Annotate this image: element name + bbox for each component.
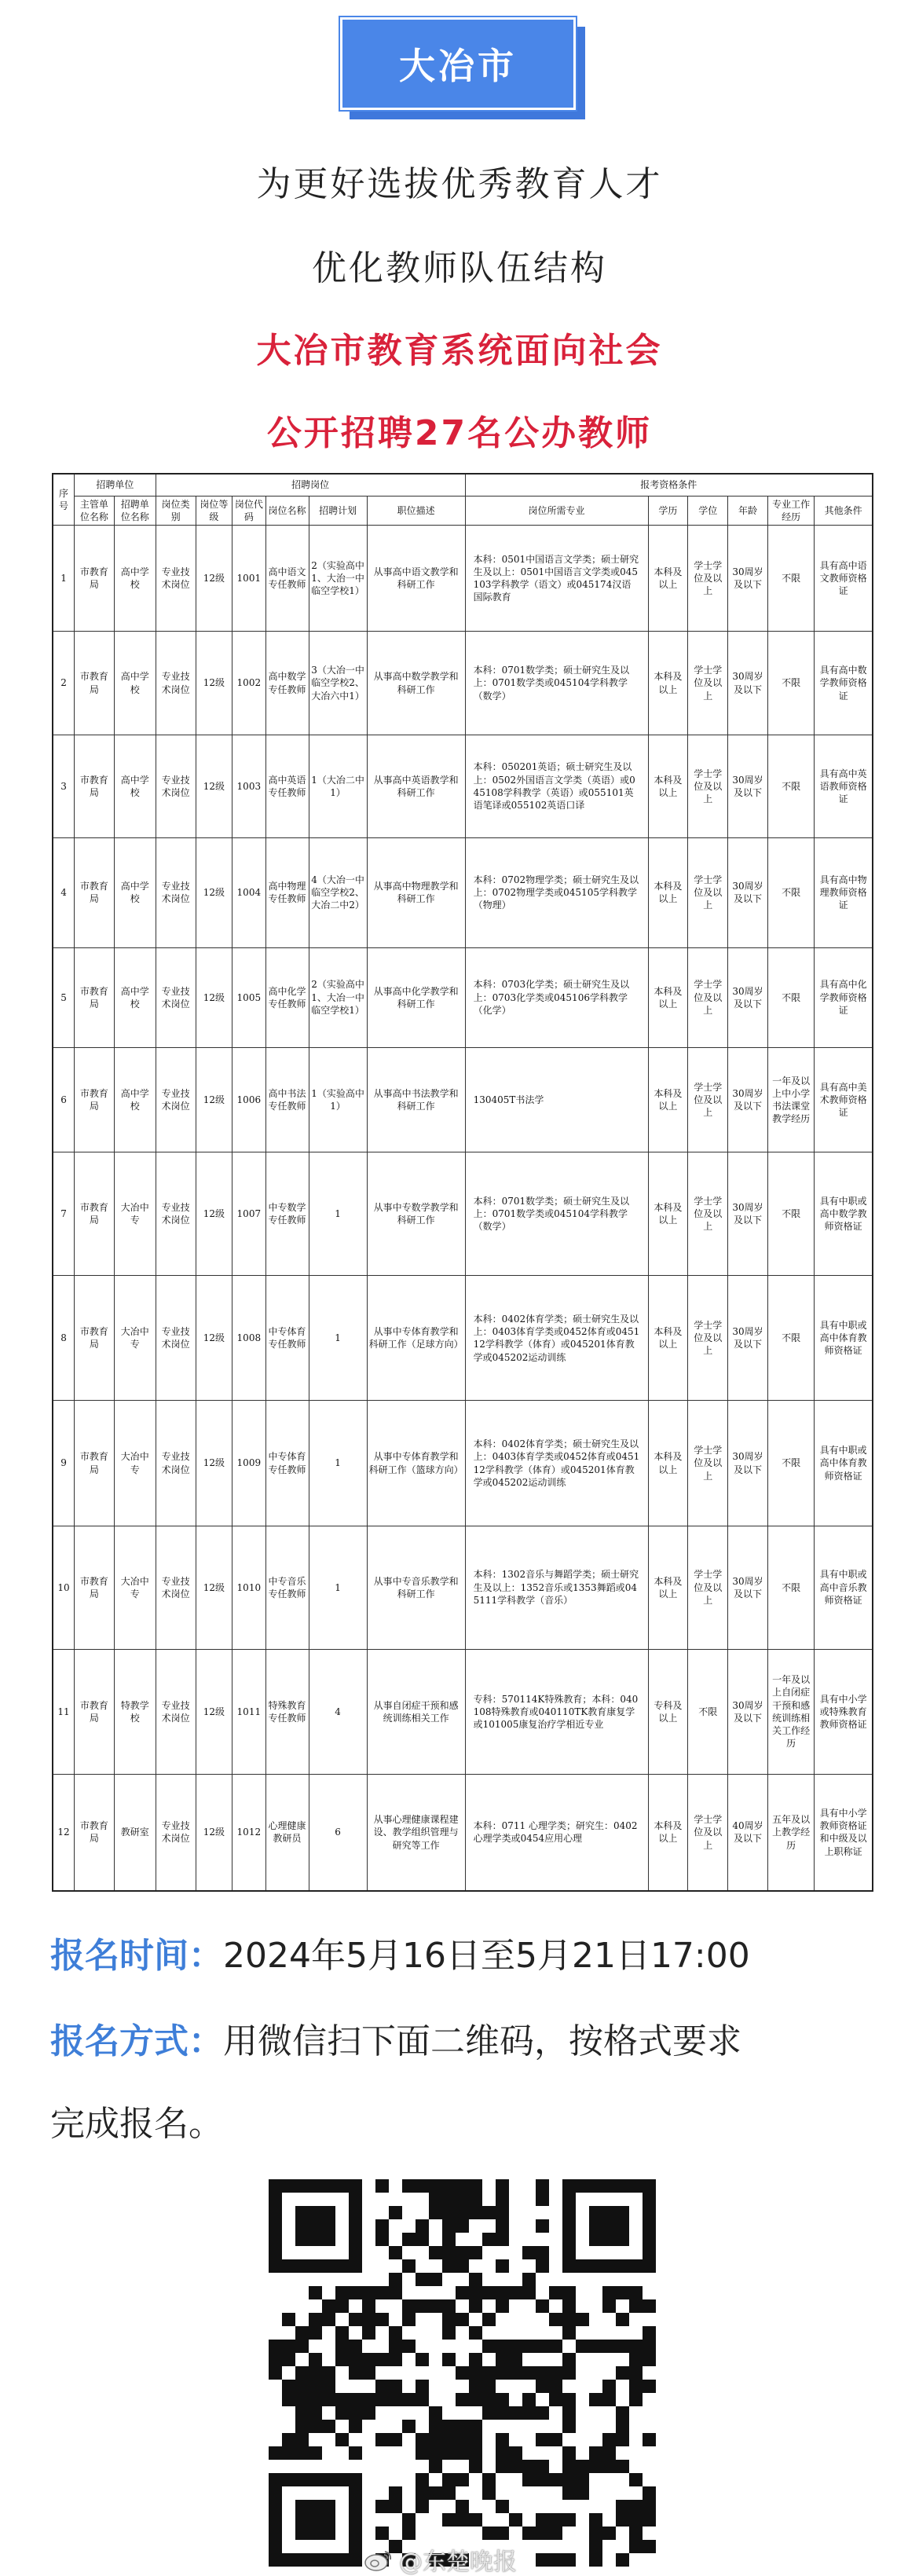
cell-code: 1005 (232, 947, 265, 1047)
cell-other: 具有中小学教师资格证和中级及以上职称证 (815, 1774, 873, 1891)
cell-age: 30周岁及以下 (728, 1152, 768, 1276)
table-row (53, 947, 873, 1047)
cell-other: 具有高中美术教师资格证 (815, 1047, 873, 1152)
cell-other: 具有高中数学教师资格证 (815, 632, 873, 735)
qr-code-graphic (258, 2175, 666, 2575)
cell-unit: 高中学校 (114, 1047, 156, 1152)
cell-level: 12级 (196, 1649, 232, 1774)
cell-other: 具有高中化学教师资格证 (815, 947, 873, 1047)
cell-major: 本科：0402体育学类；硕士研究生及以上：0403体育学类或0452体育或045112学科教学（体育）或045201体育教学或045202运动训练 (465, 1401, 648, 1526)
cell-other: 具有高中物理教师资格证 (815, 837, 873, 947)
cell-code: 1007 (232, 1152, 265, 1276)
header-cond-group: 报考资格条件 (465, 474, 873, 496)
cell-exp: 一年及以上中小学书法课堂教学经历 (767, 1047, 814, 1152)
cell-level: 12级 (196, 1047, 232, 1152)
registration-method-label: 报名方式： (50, 2021, 223, 2061)
cell-seq: 10 (53, 1526, 75, 1649)
cell-degree: 学士学位及以上 (688, 1047, 728, 1152)
cell-desc: 从事自闭症干预和感统训练相关工作 (367, 1649, 465, 1774)
title-badge-area (0, 17, 919, 135)
cell-level: 12级 (196, 1774, 232, 1891)
cell-age: 30周岁及以下 (728, 1401, 768, 1526)
cell-level: 12级 (196, 1401, 232, 1526)
cell-unit: 高中学校 (114, 735, 156, 837)
header-edu: 学历 (648, 496, 688, 525)
cell-name: 中专体育专任教师 (265, 1276, 309, 1401)
cell-supervisor: 市教育局 (75, 1276, 115, 1401)
header-unit-name: 招聘单位名称 (114, 496, 156, 525)
watermark (363, 2542, 517, 2576)
cell-exp: 不限 (767, 1276, 814, 1401)
cell-plan: 2（实验高中1、大冶一中临空学校1） (309, 947, 367, 1047)
cell-desc: 从事高中化学教学和科研工作 (367, 947, 465, 1047)
cell-code: 1008 (232, 1276, 265, 1401)
cell-supervisor: 市教育局 (75, 1649, 115, 1774)
cell-plan: 1 (309, 1276, 367, 1401)
cell-major: 本科：0501中国语言文学类；硕士研究生及以上：0501中国语言文学类或045103学科教学（语文）或045174汉语国际教育 (465, 525, 648, 632)
cell-age: 30周岁及以下 (728, 632, 768, 735)
weibo-icon (363, 2547, 394, 2572)
header-degree: 学位 (688, 496, 728, 525)
cell-edu: 本科及以上 (648, 525, 688, 632)
cell-plan: 3（大冶一中临空学校2、大冶六中1） (309, 632, 367, 735)
recruitment-table (52, 473, 873, 1892)
cell-supervisor: 市教育局 (75, 1401, 115, 1526)
city-badge: 大冶市 (340, 17, 576, 110)
cell-unit: 教研室 (114, 1774, 156, 1891)
cell-supervisor: 市教育局 (75, 1774, 115, 1891)
cell-edu: 本科及以上 (648, 1152, 688, 1276)
cell-degree: 学士学位及以上 (688, 1152, 728, 1276)
cell-other: 具有中职或高中体育教师资格证 (815, 1401, 873, 1526)
recruitment-table-area (52, 473, 873, 1892)
cell-major: 本科：0702物理学类；硕士研究生及以上：0702物理学类或045105学科教学（物理） (465, 837, 648, 947)
cell-major: 专科：570114K特殊教育；本科：040108特殊教育或040110TK教育康复学或101005康复治疗学相近专业 (465, 1649, 648, 1774)
cell-age: 30周岁及以下 (728, 837, 768, 947)
cell-desc: 从事高中数学教学和科研工作 (367, 632, 465, 735)
cell-unit: 大冶中专 (114, 1526, 156, 1649)
headline-line-3: 大冶市教育系统面向社会 (256, 331, 663, 371)
cell-type: 专业技术岗位 (156, 632, 196, 735)
cell-type: 专业技术岗位 (156, 837, 196, 947)
cell-type: 专业技术岗位 (156, 525, 196, 632)
cell-plan: 1 (309, 1526, 367, 1649)
registration-method-cont: 完成报名。 (50, 2104, 223, 2144)
cell-code: 1002 (232, 632, 265, 735)
cell-level: 12级 (196, 735, 232, 837)
cell-type: 专业技术岗位 (156, 1526, 196, 1649)
cell-plan: 1（实验高中1） (309, 1047, 367, 1152)
cell-edu: 本科及以上 (648, 632, 688, 735)
cell-code: 1011 (232, 1649, 265, 1774)
cell-major: 本科：1302音乐与舞蹈学类；硕士研究生及以上：1352音乐或1353舞蹈或045111学科教学（音乐） (465, 1526, 648, 1649)
header-post-level: 岗位等级 (196, 496, 232, 525)
cell-type: 专业技术岗位 (156, 1649, 196, 1774)
cell-unit: 大冶中专 (114, 1152, 156, 1276)
cell-age: 30周岁及以下 (728, 1047, 768, 1152)
cell-level: 12级 (196, 1276, 232, 1401)
cell-type: 专业技术岗位 (156, 1152, 196, 1276)
cell-code: 1009 (232, 1401, 265, 1526)
cell-seq: 12 (53, 1774, 75, 1891)
cell-name: 高中物理专任教师 (265, 837, 309, 947)
cell-seq: 8 (53, 1276, 75, 1401)
header-age: 年龄 (728, 496, 768, 525)
cell-code: 1012 (232, 1774, 265, 1891)
cell-plan: 6 (309, 1774, 367, 1891)
cell-seq: 9 (53, 1401, 75, 1526)
cell-supervisor: 市教育局 (75, 1047, 115, 1152)
cell-degree: 学士学位及以上 (688, 735, 728, 837)
cell-exp: 一年及以上自闭症干预和感统训练相关工作经历 (767, 1649, 814, 1774)
headline-line-2: 优化教师队伍结构 (312, 248, 607, 288)
header-post-group: 招聘岗位 (156, 474, 465, 496)
cell-desc: 从事心理健康课程建设、教学组织管理与研究等工作 (367, 1774, 465, 1891)
cell-unit: 高中学校 (114, 632, 156, 735)
header-major: 岗位所需专业 (465, 496, 648, 525)
cell-name: 高中书法专任教师 (265, 1047, 309, 1152)
cell-supervisor: 市教育局 (75, 632, 115, 735)
cell-major: 本科：0701数学类；硕士研究生及以上：0701数学类或045104学科教学（数学） (465, 1152, 648, 1276)
cell-name: 中专体育专任教师 (265, 1401, 309, 1526)
cell-type: 专业技术岗位 (156, 1047, 196, 1152)
cell-supervisor: 市教育局 (75, 947, 115, 1047)
cell-code: 1006 (232, 1047, 265, 1152)
watermark-text: @东楚晚报 (399, 2549, 517, 2576)
cell-exp: 不限 (767, 735, 814, 837)
cell-name: 心理健康教研员 (265, 1774, 309, 1891)
cell-edu: 本科及以上 (648, 735, 688, 837)
table-row (53, 1774, 873, 1891)
cell-age: 30周岁及以下 (728, 1526, 768, 1649)
cell-edu: 本科及以上 (648, 1774, 688, 1891)
header-exp: 专业工作经历 (767, 496, 814, 525)
cell-unit: 特教学校 (114, 1649, 156, 1774)
cell-plan: 1 (309, 1152, 367, 1276)
cell-seq: 1 (53, 525, 75, 632)
cell-supervisor: 市教育局 (75, 837, 115, 947)
table-row (53, 1649, 873, 1774)
cell-edu: 本科及以上 (648, 1401, 688, 1526)
cell-type: 专业技术岗位 (156, 1276, 196, 1401)
cell-seq: 7 (53, 1152, 75, 1276)
table-row (53, 1526, 873, 1649)
registration-time-value: 2024年5月16日至5月21日17:00 (223, 1936, 750, 1976)
cell-desc: 从事高中物理教学和科研工作 (367, 837, 465, 947)
cell-name: 高中英语专任教师 (265, 735, 309, 837)
cell-name: 高中化学专任教师 (265, 947, 309, 1047)
table-row (53, 735, 873, 837)
cell-seq: 3 (53, 735, 75, 837)
cell-exp: 不限 (767, 837, 814, 947)
cell-degree: 学士学位及以上 (688, 632, 728, 735)
cell-unit: 高中学校 (114, 837, 156, 947)
cell-seq: 4 (53, 837, 75, 947)
cell-name: 中专音乐专任教师 (265, 1526, 309, 1649)
cell-age: 30周岁及以下 (728, 947, 768, 1047)
registration-time-label: 报名时间： (50, 1936, 223, 1976)
cell-edu: 专科及以上 (648, 1649, 688, 1774)
cell-unit: 大冶中专 (114, 1276, 156, 1401)
table-row (53, 1152, 873, 1276)
cell-desc: 从事中专音乐教学和科研工作 (367, 1526, 465, 1649)
cell-desc: 从事中专体育教学和科研工作（足球方向） (367, 1276, 465, 1401)
registration-method (50, 2021, 741, 2061)
header-plan: 招聘计划 (309, 496, 367, 525)
cell-degree: 学士学位及以上 (688, 1774, 728, 1891)
cell-age: 30周岁及以下 (728, 1649, 768, 1774)
cell-degree: 学士学位及以上 (688, 525, 728, 632)
cell-desc: 从事高中语文教学和科研工作 (367, 525, 465, 632)
table-row (53, 1276, 873, 1401)
headline-line-1: 为更好选拔优秀教育人才 (256, 164, 663, 204)
cell-desc: 从事中专体育教学和科研工作（篮球方向） (367, 1401, 465, 1526)
cell-major: 本科：0402体育学类；硕士研究生及以上：0403体育学类或0452体育或045112学科教学（体育）或045201体育教学或045202运动训练 (465, 1276, 648, 1401)
cell-type: 专业技术岗位 (156, 1774, 196, 1891)
qr-code-icon[interactable] (258, 2175, 666, 2575)
cell-plan: 4 (309, 1649, 367, 1774)
cell-age: 30周岁及以下 (728, 525, 768, 632)
cell-degree: 学士学位及以上 (688, 1401, 728, 1526)
registration-time (50, 1936, 750, 1976)
cell-edu: 本科及以上 (648, 1526, 688, 1649)
cell-exp: 五年及以上教学经历 (767, 1774, 814, 1891)
cell-code: 1010 (232, 1526, 265, 1649)
cell-supervisor: 市教育局 (75, 1152, 115, 1276)
cell-degree: 不限 (688, 1649, 728, 1774)
cell-other: 具有中职或高中数学教师资格证 (815, 1152, 873, 1276)
cell-unit: 高中学校 (114, 947, 156, 1047)
cell-exp: 不限 (767, 1526, 814, 1649)
cell-other: 具有高中语文教师资格证 (815, 525, 873, 632)
table-row (53, 1401, 873, 1526)
cell-supervisor: 市教育局 (75, 1526, 115, 1649)
table-body (53, 525, 873, 1891)
cell-other: 具有高中英语教师资格证 (815, 735, 873, 837)
cell-age: 30周岁及以下 (728, 735, 768, 837)
cell-other: 具有中职或高中体育教师资格证 (815, 1276, 873, 1401)
header-post-name: 岗位名称 (265, 496, 309, 525)
cell-age: 30周岁及以下 (728, 1276, 768, 1401)
cell-exp: 不限 (767, 1401, 814, 1526)
table-row (53, 525, 873, 632)
cell-type: 专业技术岗位 (156, 735, 196, 837)
cell-degree: 学士学位及以上 (688, 1276, 728, 1401)
cell-edu: 本科及以上 (648, 837, 688, 947)
table-row (53, 837, 873, 947)
cell-age: 40周岁及以下 (728, 1774, 768, 1891)
table-row (53, 632, 873, 735)
cell-plan: 2（实验高中1、大治一中临空学校1） (309, 525, 367, 632)
cell-level: 12级 (196, 525, 232, 632)
headline-line-4: 公开招聘27名公办教师 (266, 413, 653, 453)
cell-exp: 不限 (767, 947, 814, 1047)
header-unit-group: 招聘单位 (75, 474, 156, 496)
cell-level: 12级 (196, 1526, 232, 1649)
cell-supervisor: 市教育局 (75, 735, 115, 837)
cell-major: 130405T书法学 (465, 1047, 648, 1152)
cell-unit: 大冶中专 (114, 1401, 156, 1526)
cell-supervisor: 市教育局 (75, 525, 115, 632)
cell-seq: 2 (53, 632, 75, 735)
header-other: 其他条件 (815, 496, 873, 525)
cell-degree: 学士学位及以上 (688, 947, 728, 1047)
cell-type: 专业技术岗位 (156, 947, 196, 1047)
cell-code: 1001 (232, 525, 265, 632)
cell-code: 1004 (232, 837, 265, 947)
cell-other: 具有中职或高中音乐教师资格证 (815, 1526, 873, 1649)
cell-plan: 1 (309, 1401, 367, 1526)
cell-level: 12级 (196, 632, 232, 735)
cell-major: 本科：0711 心理学类；研究生：0402 心理学类或0454应用心理 (465, 1774, 648, 1891)
cell-name: 高中语文专任教师 (265, 525, 309, 632)
cell-other: 具有中小学或特殊教育教师资格证 (815, 1649, 873, 1774)
cell-edu: 本科及以上 (648, 1047, 688, 1152)
cell-desc: 从事中专数学教学和科研工作 (367, 1152, 465, 1276)
cell-desc: 从事高中书法教学和科研工作 (367, 1047, 465, 1152)
cell-edu: 本科及以上 (648, 1276, 688, 1401)
cell-edu: 本科及以上 (648, 947, 688, 1047)
table-row (53, 1047, 873, 1152)
cell-exp: 不限 (767, 1152, 814, 1276)
header-post-type: 岗位类别 (156, 496, 196, 525)
cell-seq: 6 (53, 1047, 75, 1152)
cell-seq: 11 (53, 1649, 75, 1774)
cell-name: 高中数学专任教师 (265, 632, 309, 735)
cell-level: 12级 (196, 837, 232, 947)
cell-level: 12级 (196, 1152, 232, 1276)
cell-type: 专业技术岗位 (156, 1401, 196, 1526)
cell-exp: 不限 (767, 525, 814, 632)
cell-major: 本科：0701数学类；硕士研究生及以上：0701数学类或045104学科教学（数学） (465, 632, 648, 735)
cell-major: 本科：0703化学类；硕士研究生及以上：0703化学类或045106学科教学（化学） (465, 947, 648, 1047)
header-seq: 序号 (53, 474, 75, 525)
cell-plan: 4（大冶一中临空学校2、大冶二中2） (309, 837, 367, 947)
cell-name: 特殊教育专任教师 (265, 1649, 309, 1774)
cell-major: 本科：050201英语；硕士研究生及以上：0502外国语言文学类（英语）或045108学科教学（英语）或055101英语笔译或055102英语口译 (465, 735, 648, 837)
cell-seq: 5 (53, 947, 75, 1047)
cell-desc: 从事高中英语教学和科研工作 (367, 735, 465, 837)
cell-exp: 不限 (767, 632, 814, 735)
cell-code: 1003 (232, 735, 265, 837)
header-post-code: 岗位代码 (232, 496, 265, 525)
cell-name: 中专数学专任教师 (265, 1152, 309, 1276)
header-supervisor: 主管单位名称 (75, 496, 115, 525)
cell-unit: 高中学校 (114, 525, 156, 632)
registration-method-value: 用微信扫下面二维码，按格式要求 (223, 2021, 741, 2061)
cell-degree: 学士学位及以上 (688, 837, 728, 947)
cell-plan: 1（大冶二中1） (309, 735, 367, 837)
header-desc: 职位描述 (367, 496, 465, 525)
cell-level: 12级 (196, 947, 232, 1047)
cell-degree: 学士学位及以上 (688, 1526, 728, 1649)
